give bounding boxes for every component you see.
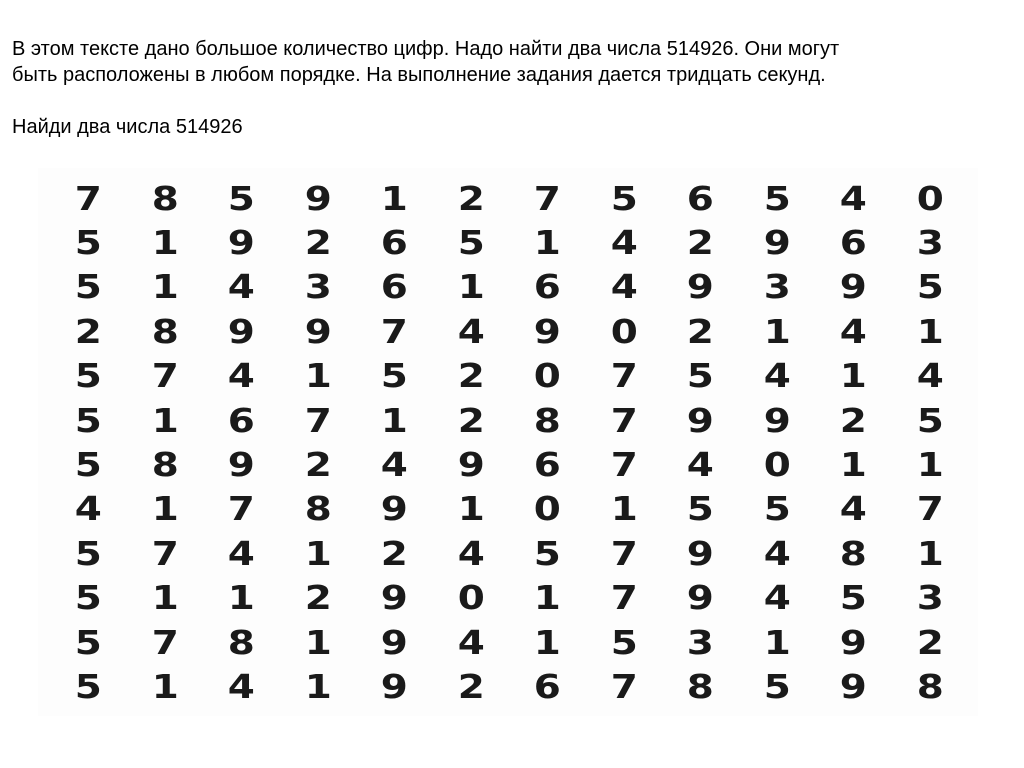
grid-digit: 5 xyxy=(533,533,561,573)
grid-digit: 4 xyxy=(457,622,485,662)
grid-digit: 7 xyxy=(610,400,638,440)
grid-digit: 4 xyxy=(610,267,638,307)
grid-digit: 9 xyxy=(227,223,255,263)
grid-digit: 2 xyxy=(304,445,332,485)
grid-digit: 1 xyxy=(151,223,179,263)
grid-digit: 1 xyxy=(457,267,485,307)
grid-digit: 7 xyxy=(380,311,408,351)
grid-digit: 7 xyxy=(304,400,332,440)
grid-digit: 1 xyxy=(151,400,179,440)
grid-digit: 2 xyxy=(839,400,867,440)
grid-digit: 7 xyxy=(610,578,638,618)
grid-digit: 7 xyxy=(151,622,179,662)
instructions-line-2: быть расположены в любом порядке. На выполнение задания дается тридцать секунд. xyxy=(12,64,826,86)
grid-digit: 5 xyxy=(610,178,638,218)
grid-digit: 5 xyxy=(74,533,102,573)
grid-digit: 2 xyxy=(304,578,332,618)
grid-digit: 5 xyxy=(763,489,791,529)
grid-digit: 5 xyxy=(74,223,102,263)
grid-digit: 8 xyxy=(304,489,332,529)
grid-digit: 1 xyxy=(839,356,867,396)
grid-digit: 8 xyxy=(916,666,944,706)
grid-digit: 4 xyxy=(763,578,791,618)
grid-digit: 5 xyxy=(916,267,944,307)
grid-digit: 8 xyxy=(533,400,561,440)
grid-digit: 1 xyxy=(380,178,408,218)
grid-digit: 1 xyxy=(304,666,332,706)
grid-digit: 6 xyxy=(839,223,867,263)
grid-digit: 9 xyxy=(227,445,255,485)
grid-digit: 7 xyxy=(227,489,255,529)
grid-digit: 1 xyxy=(916,533,944,573)
grid-digit: 3 xyxy=(916,223,944,263)
grid-digit: 1 xyxy=(457,489,485,529)
grid-digit: 5 xyxy=(686,489,714,529)
grid-digit: 9 xyxy=(839,666,867,706)
grid-digit: 0 xyxy=(610,311,638,351)
grid-digit: 4 xyxy=(457,533,485,573)
grid-digit: 7 xyxy=(916,489,944,529)
grid-digit: 1 xyxy=(916,445,944,485)
grid-digit: 6 xyxy=(227,400,255,440)
grid-digit: 4 xyxy=(763,356,791,396)
task-title: Найди два числа 514926 xyxy=(12,116,243,138)
grid-digit: 1 xyxy=(304,533,332,573)
grid-digit: 8 xyxy=(151,178,179,218)
grid-digit: 5 xyxy=(74,267,102,307)
grid-digit: 7 xyxy=(610,666,638,706)
grid-digit: 9 xyxy=(763,400,791,440)
grid-digit: 4 xyxy=(610,223,638,263)
grid-digit: 9 xyxy=(533,311,561,351)
grid-digit: 3 xyxy=(916,578,944,618)
grid-digit: 8 xyxy=(151,445,179,485)
grid-digit: 6 xyxy=(380,223,408,263)
grid-digit: 4 xyxy=(839,311,867,351)
grid-digit: 1 xyxy=(151,267,179,307)
grid-digit: 2 xyxy=(457,400,485,440)
grid-digit: 9 xyxy=(227,311,255,351)
instructions-line-1: В этом тексте дано большое количество цифр. Надо найти два числа 514926. Они могут xyxy=(12,38,840,60)
grid-digit: 1 xyxy=(533,578,561,618)
grid-digit: 0 xyxy=(916,178,944,218)
grid-digit: 1 xyxy=(839,445,867,485)
grid-digit: 1 xyxy=(304,622,332,662)
grid-digit: 2 xyxy=(457,356,485,396)
grid-digit: 0 xyxy=(533,489,561,529)
grid-digit: 1 xyxy=(227,578,255,618)
grid-digit: 2 xyxy=(380,533,408,573)
grid-digit: 9 xyxy=(686,533,714,573)
grid-digit: 5 xyxy=(380,356,408,396)
grid-digit: 6 xyxy=(533,666,561,706)
grid-digit: 1 xyxy=(151,578,179,618)
grid-digit: 9 xyxy=(304,311,332,351)
grid-digit: 5 xyxy=(74,578,102,618)
grid-digit: 3 xyxy=(304,267,332,307)
grid-digit: 9 xyxy=(686,578,714,618)
grid-digit: 5 xyxy=(227,178,255,218)
grid-digit: 1 xyxy=(151,666,179,706)
grid-digit: 9 xyxy=(763,223,791,263)
grid-digit: 1 xyxy=(916,311,944,351)
grid-digit: 9 xyxy=(380,578,408,618)
grid-digit: 4 xyxy=(839,178,867,218)
grid-digit: 9 xyxy=(380,489,408,529)
grid-digit: 1 xyxy=(304,356,332,396)
grid-digit: 4 xyxy=(457,311,485,351)
grid-digit: 1 xyxy=(380,400,408,440)
grid-digit: 5 xyxy=(763,178,791,218)
digit-grid xyxy=(50,176,970,709)
grid-digit: 2 xyxy=(304,223,332,263)
grid-digit: 2 xyxy=(74,311,102,351)
grid-digit: 2 xyxy=(457,666,485,706)
grid-digit: 1 xyxy=(151,489,179,529)
grid-digit: 6 xyxy=(380,267,408,307)
grid-digit: 9 xyxy=(457,445,485,485)
grid-digit: 9 xyxy=(686,400,714,440)
grid-digit: 5 xyxy=(686,356,714,396)
grid-digit: 9 xyxy=(304,178,332,218)
grid-digit: 1 xyxy=(533,622,561,662)
grid-digit: 5 xyxy=(457,223,485,263)
grid-digit: 8 xyxy=(151,311,179,351)
grid-digit: 5 xyxy=(839,578,867,618)
grid-digit: 1 xyxy=(533,223,561,263)
grid-digit: 9 xyxy=(380,622,408,662)
grid-digit: 1 xyxy=(763,622,791,662)
grid-digit: 2 xyxy=(686,223,714,263)
grid-digit: 9 xyxy=(839,622,867,662)
grid-digit: 7 xyxy=(151,533,179,573)
grid-digit: 4 xyxy=(763,533,791,573)
grid-digit: 9 xyxy=(380,666,408,706)
grid-digit: 5 xyxy=(763,666,791,706)
grid-digit: 8 xyxy=(227,622,255,662)
grid-digit: 7 xyxy=(610,533,638,573)
instructions-text xyxy=(12,36,1002,88)
grid-digit: 5 xyxy=(74,666,102,706)
grid-digit: 5 xyxy=(74,400,102,440)
grid-digit: 8 xyxy=(686,666,714,706)
grid-digit: 5 xyxy=(74,445,102,485)
grid-digit: 4 xyxy=(686,445,714,485)
grid-digit: 4 xyxy=(227,356,255,396)
grid-digit: 9 xyxy=(686,267,714,307)
grid-digit: 4 xyxy=(839,489,867,529)
grid-digit: 9 xyxy=(839,267,867,307)
grid-digit: 4 xyxy=(916,356,944,396)
grid-digit: 4 xyxy=(227,267,255,307)
grid-digit: 0 xyxy=(533,356,561,396)
grid-digit: 8 xyxy=(839,533,867,573)
grid-digit: 6 xyxy=(533,445,561,485)
grid-digit: 6 xyxy=(686,178,714,218)
grid-digit: 5 xyxy=(74,356,102,396)
grid-digit: 1 xyxy=(610,489,638,529)
grid-digit: 3 xyxy=(686,622,714,662)
grid-digit: 6 xyxy=(533,267,561,307)
grid-digit: 7 xyxy=(610,445,638,485)
grid-digit: 0 xyxy=(457,578,485,618)
grid-digit: 4 xyxy=(380,445,408,485)
grid-digit: 5 xyxy=(74,622,102,662)
grid-digit: 7 xyxy=(610,356,638,396)
grid-digit: 2 xyxy=(916,622,944,662)
grid-digit: 5 xyxy=(610,622,638,662)
grid-digit: 4 xyxy=(74,489,102,529)
grid-digit: 4 xyxy=(227,666,255,706)
grid-digit: 2 xyxy=(457,178,485,218)
grid-digit: 2 xyxy=(686,311,714,351)
grid-digit: 4 xyxy=(227,533,255,573)
grid-digit: 7 xyxy=(74,178,102,218)
grid-digit: 7 xyxy=(533,178,561,218)
grid-digit: 0 xyxy=(763,445,791,485)
grid-digit: 1 xyxy=(763,311,791,351)
grid-digit: 5 xyxy=(916,400,944,440)
grid-digit: 7 xyxy=(151,356,179,396)
grid-digit: 3 xyxy=(763,267,791,307)
